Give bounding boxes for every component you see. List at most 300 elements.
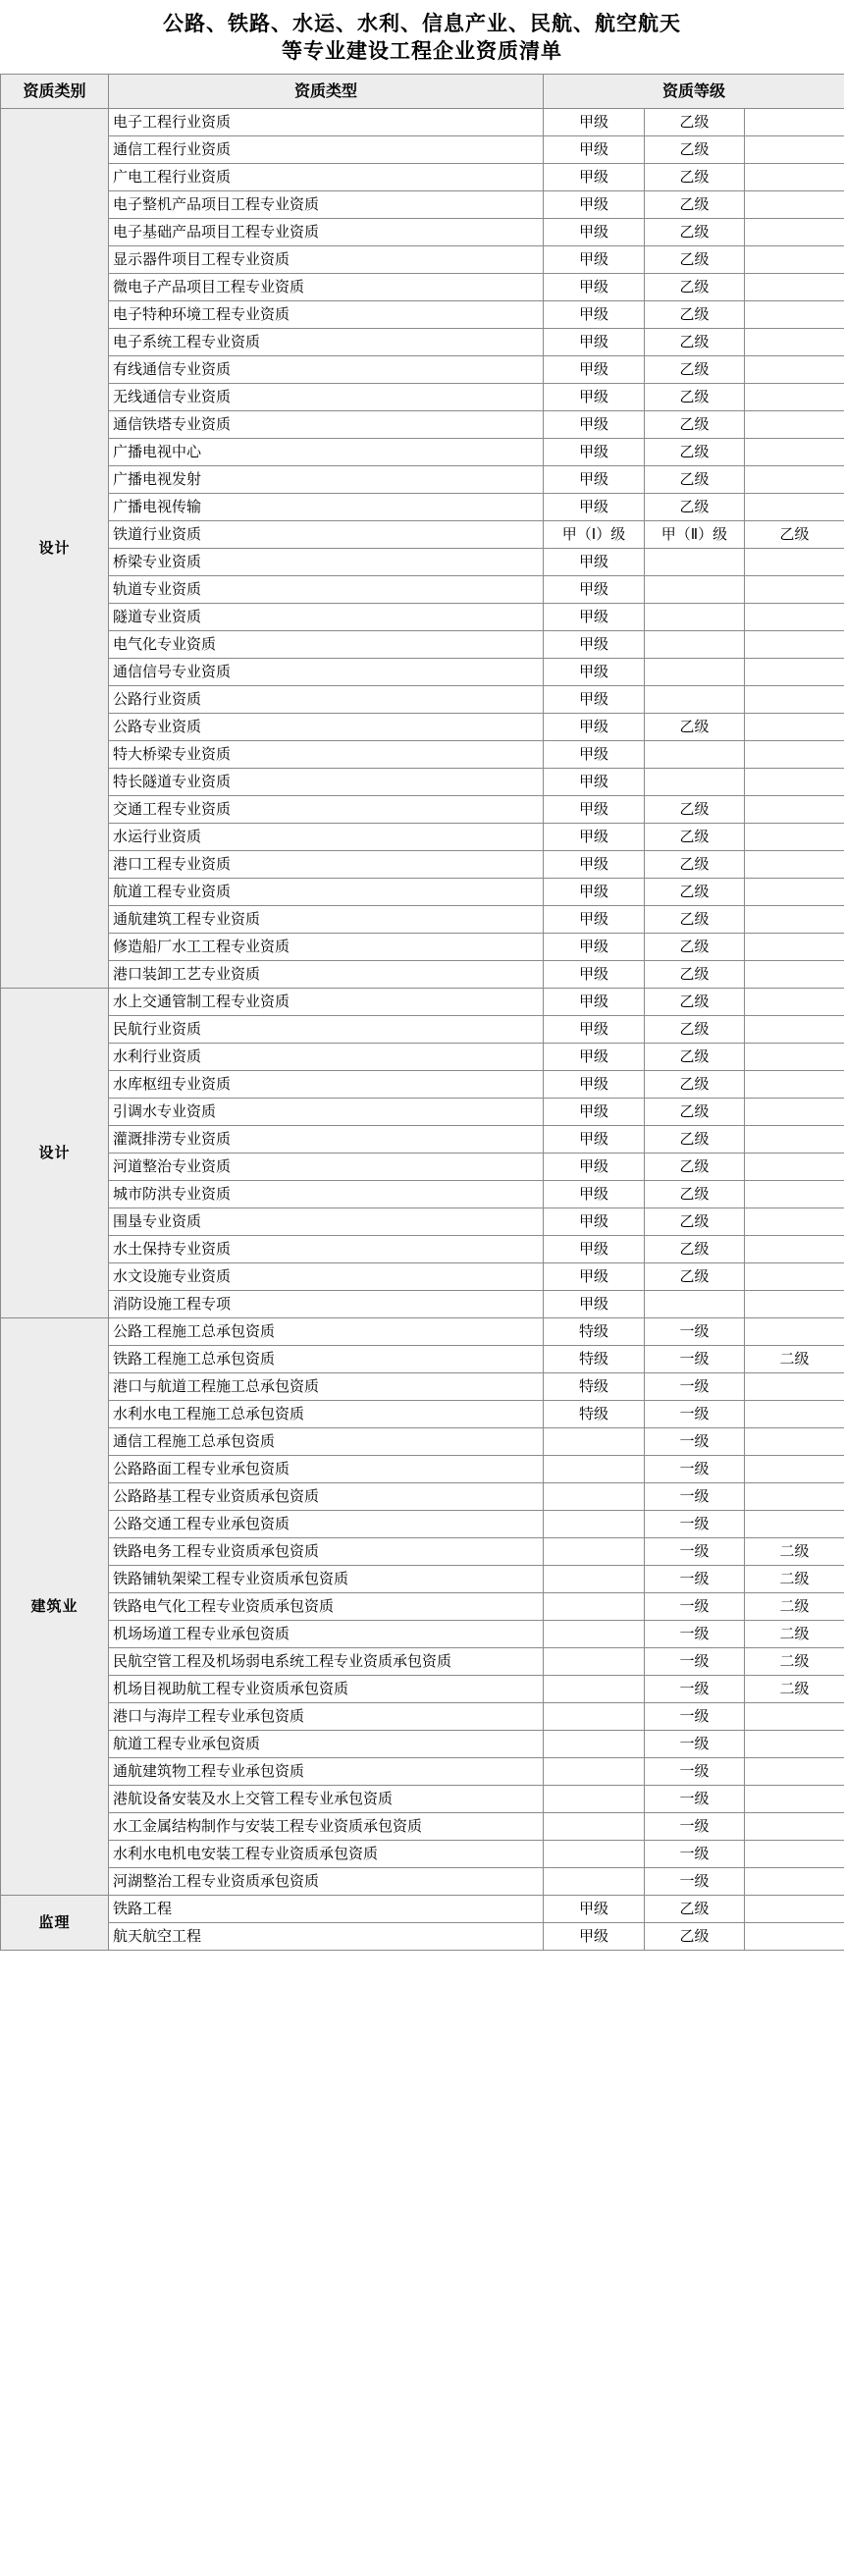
grade-cell: 乙级 [645,164,745,191]
grade-cell: 一级 [645,1676,745,1703]
table-row [1,411,844,439]
grade-cell: 甲级 [544,549,645,576]
grade-cell: 甲级 [544,961,645,989]
table-row [1,1813,844,1841]
grade-cell-empty [745,576,844,604]
qualification-type-cell: 灌溉排涝专业资质 [109,1126,544,1154]
grade-cell-empty [544,1731,645,1758]
category-cell: 建筑业 [1,1318,109,1896]
grade-cell-empty [745,934,844,961]
grade-cell: 一级 [645,1346,745,1373]
grade-cell: 甲级 [544,411,645,439]
grade-cell-empty [745,274,844,301]
grade-cell-empty [745,466,844,494]
qualification-type-cell: 修造船厂水工工程专业资质 [109,934,544,961]
qualification-type-cell: 公路路基工程专业资质承包资质 [109,1483,544,1511]
table-row [1,1676,844,1703]
qualification-type-cell: 交通工程专业资质 [109,796,544,824]
grade-cell-empty [544,1621,645,1648]
grade-cell: 甲级 [544,109,645,136]
grade-cell: 甲级 [544,934,645,961]
table-row [1,741,844,769]
table-row [1,1263,844,1291]
grade-cell-empty [544,1758,645,1786]
grade-cell: 甲级 [544,494,645,521]
qualification-type-cell: 铁路电气化工程专业资质承包资质 [109,1593,544,1621]
grade-cell-empty [745,1456,844,1483]
grade-cell-empty [745,1813,844,1841]
grade-cell-empty [745,1263,844,1291]
qualification-type-cell: 机场场道工程专业承包资质 [109,1621,544,1648]
qualification-type-cell: 铁路铺轨架梁工程专业资质承包资质 [109,1566,544,1593]
grade-cell: 二级 [745,1593,844,1621]
grade-cell: 乙级 [645,934,745,961]
grade-cell: 乙级 [645,1044,745,1071]
grade-cell-empty [544,1868,645,1896]
qualification-type-cell: 微电子产品项目工程专业资质 [109,274,544,301]
table-header [1,74,844,108]
table-row [1,631,844,659]
qualification-type-cell: 电子特种环境工程专业资质 [109,301,544,329]
qualification-type-cell: 通航建筑物工程专业承包资质 [109,1758,544,1786]
column-header-category: 资质类别 [1,74,109,108]
grade-cell: 乙级 [645,1154,745,1181]
table-row [1,1483,844,1511]
grade-cell-empty [745,604,844,631]
grade-cell-empty [745,1126,844,1154]
grade-cell: 乙级 [745,521,844,549]
grade-cell-empty [544,1538,645,1566]
table-row [1,1731,844,1758]
grade-cell: 特级 [544,1401,645,1428]
qualification-type-cell: 通信铁塔专业资质 [109,411,544,439]
grade-cell: 乙级 [645,1923,745,1951]
table-row [1,879,844,906]
grade-cell-empty [645,686,745,714]
grade-cell-empty [745,1373,844,1401]
qualification-type-cell: 电气化专业资质 [109,631,544,659]
grade-cell: 一级 [645,1731,745,1758]
grade-cell: 特级 [544,1373,645,1401]
grade-cell: 甲级 [544,191,645,219]
grade-cell: 甲级 [544,906,645,934]
grade-cell: 乙级 [645,961,745,989]
grade-cell: 甲级 [544,1236,645,1263]
qualification-table [0,74,844,1951]
table-row [1,1621,844,1648]
grade-cell-empty [745,494,844,521]
qualification-type-cell: 特长隧道专业资质 [109,769,544,796]
qualification-type-cell: 水文设施专业资质 [109,1263,544,1291]
grade-cell: 乙级 [645,356,745,384]
table-row [1,301,844,329]
grade-cell: 甲级 [544,879,645,906]
grade-cell-empty [645,659,745,686]
category-cell: 设计 [1,109,109,989]
qualification-type-cell: 广播电视中心 [109,439,544,466]
grade-cell: 甲级 [544,1126,645,1154]
grade-cell: 乙级 [645,246,745,274]
table-row [1,1181,844,1208]
table-row [1,1786,844,1813]
grade-cell: 乙级 [645,796,745,824]
grade-cell-empty [745,439,844,466]
grade-cell-empty [745,1291,844,1318]
table-row [1,466,844,494]
qualification-type-cell: 通航建筑工程专业资质 [109,906,544,934]
qualification-type-cell: 铁路工程施工总承包资质 [109,1346,544,1373]
grade-cell: 甲级 [544,274,645,301]
grade-cell: 甲级 [544,466,645,494]
qualification-type-cell: 机场目视助航工程专业资质承包资质 [109,1676,544,1703]
grade-cell: 甲级 [544,439,645,466]
grade-cell-empty [745,1208,844,1236]
grade-cell-empty [645,769,745,796]
grade-cell: 二级 [745,1566,844,1593]
grade-cell-empty [745,356,844,384]
grade-cell: 乙级 [645,136,745,164]
qualification-type-cell: 航天航空工程 [109,1923,544,1951]
grade-cell: 乙级 [645,1071,745,1099]
grade-cell: 乙级 [645,219,745,246]
grade-cell: 二级 [745,1538,844,1566]
qualification-type-cell: 电子系统工程专业资质 [109,329,544,356]
grade-cell: 一级 [645,1483,745,1511]
qualification-type-cell: 电子整机产品项目工程专业资质 [109,191,544,219]
qualification-type-cell: 电子基础产品项目工程专业资质 [109,219,544,246]
grade-cell-empty [544,1593,645,1621]
grade-cell: 乙级 [645,329,745,356]
table-row [1,1538,844,1566]
qualification-type-cell: 水工金属结构制作与安装工程专业资质承包资质 [109,1813,544,1841]
qualification-type-cell: 航道工程专业承包资质 [109,1731,544,1758]
qualification-type-cell: 广播电视传输 [109,494,544,521]
table-row [1,246,844,274]
qualification-type-cell: 水利水电工程施工总承包资质 [109,1401,544,1428]
table-row [1,604,844,631]
grade-cell-empty [745,989,844,1016]
category-cell: 设计 [1,989,109,1318]
grade-cell-empty [645,549,745,576]
grade-cell: 甲级 [544,796,645,824]
grade-cell-empty [544,1648,645,1676]
table-row [1,329,844,356]
qualification-type-cell: 港口与航道工程施工总承包资质 [109,1373,544,1401]
table-row [1,1593,844,1621]
grade-cell: 甲级 [544,824,645,851]
table-row [1,1868,844,1896]
qualification-type-cell: 港口装卸工艺专业资质 [109,961,544,989]
grade-cell: 甲（Ⅱ）级 [645,521,745,549]
grade-cell: 乙级 [645,824,745,851]
grade-cell: 乙级 [645,1263,745,1291]
grade-cell: 一级 [645,1373,745,1401]
grade-cell-empty [745,1483,844,1511]
grade-cell-empty [745,1758,844,1786]
grade-cell: 乙级 [645,851,745,879]
qualification-type-cell: 城市防洪专业资质 [109,1181,544,1208]
qualification-type-cell: 有线通信专业资质 [109,356,544,384]
grade-cell-empty [745,1401,844,1428]
table-row [1,659,844,686]
table-row [1,494,844,521]
grade-cell-empty [745,1318,844,1346]
table-row [1,274,844,301]
qualification-type-cell: 显示器件项目工程专业资质 [109,246,544,274]
table-row [1,769,844,796]
grade-cell-empty [745,191,844,219]
qualification-type-cell: 消防设施工程专项 [109,1291,544,1318]
grade-cell-empty [745,246,844,274]
table-row [1,439,844,466]
grade-cell-empty [544,1428,645,1456]
grade-cell: 甲级 [544,1923,645,1951]
grade-cell: 甲级 [544,219,645,246]
grade-cell: 乙级 [645,494,745,521]
grade-cell: 乙级 [645,411,745,439]
table-header-row [1,74,844,108]
grade-cell: 二级 [745,1621,844,1648]
table-row [1,1126,844,1154]
grade-cell: 甲级 [544,1071,645,1099]
page-title-line-2: 等专业建设工程企业资质清单 [282,39,562,64]
grade-cell-empty [544,1703,645,1731]
grade-cell-empty [745,906,844,934]
grade-cell: 乙级 [645,906,745,934]
grade-cell-empty [544,1813,645,1841]
grade-cell-empty [745,301,844,329]
grade-cell: 甲级 [544,686,645,714]
qualification-type-cell: 特大桥梁专业资质 [109,741,544,769]
qualification-type-cell: 港航设备安装及水上交管工程专业承包资质 [109,1786,544,1813]
grade-cell: 乙级 [645,1099,745,1126]
grade-cell-empty [745,1016,844,1044]
grade-cell-empty [745,1703,844,1731]
grade-cell-empty [645,1291,745,1318]
grade-cell-empty [745,1923,844,1951]
table-body [1,109,844,1951]
qualification-type-cell: 隧道专业资质 [109,604,544,631]
table-row [1,1208,844,1236]
table-row [1,1896,844,1923]
grade-cell-empty [544,1676,645,1703]
grade-cell: 一级 [645,1703,745,1731]
grade-cell-empty [745,741,844,769]
grade-cell: 乙级 [645,879,745,906]
grade-cell: 甲级 [544,1291,645,1318]
table-row [1,521,844,549]
qualification-type-cell: 无线通信专业资质 [109,384,544,411]
grade-cell: 甲级 [544,1263,645,1291]
grade-cell: 一级 [645,1813,745,1841]
table-row [1,989,844,1016]
qualification-type-cell: 通信工程行业资质 [109,136,544,164]
grade-cell: 二级 [745,1648,844,1676]
table-row [1,1648,844,1676]
grade-cell-empty [645,741,745,769]
grade-cell: 甲级 [544,164,645,191]
qualification-type-cell: 水利水电机电安装工程专业资质承包资质 [109,1841,544,1868]
qualification-type-cell: 水利行业资质 [109,1044,544,1071]
grade-cell: 甲级 [544,1181,645,1208]
grade-cell-empty [745,1841,844,1868]
table-row [1,576,844,604]
table-row [1,1841,844,1868]
grade-cell-empty [745,1428,844,1456]
qualification-type-cell: 通信工程施工总承包资质 [109,1428,544,1456]
grade-cell-empty [745,411,844,439]
qualification-type-cell: 水土保持专业资质 [109,1236,544,1263]
table-row [1,136,844,164]
grade-cell-empty [745,1154,844,1181]
grade-cell: 乙级 [645,714,745,741]
grade-cell: 一级 [645,1841,745,1868]
table-row [1,686,844,714]
grade-cell: 乙级 [645,274,745,301]
table-row [1,714,844,741]
qualification-type-cell: 铁路电务工程专业资质承包资质 [109,1538,544,1566]
grade-cell-empty [745,659,844,686]
grade-cell-empty [745,1181,844,1208]
grade-cell-empty [544,1566,645,1593]
qualification-type-cell: 水库枢纽专业资质 [109,1071,544,1099]
grade-cell: 一级 [645,1401,745,1428]
table-row [1,1456,844,1483]
qualification-type-cell: 民航空管工程及机场弱电系统工程专业资质承包资质 [109,1648,544,1676]
grade-cell-empty [544,1456,645,1483]
grade-cell: 甲级 [544,1016,645,1044]
grade-cell: 一级 [645,1456,745,1483]
grade-cell-empty [645,631,745,659]
grade-cell: 甲级 [544,659,645,686]
grade-cell: 乙级 [645,384,745,411]
table-row [1,961,844,989]
grade-cell-empty [745,961,844,989]
grade-cell-empty [745,1786,844,1813]
grade-cell-empty [745,769,844,796]
qualification-type-cell: 公路专业资质 [109,714,544,741]
grade-cell-empty [544,1511,645,1538]
table-row [1,1758,844,1786]
grade-cell: 乙级 [645,1208,745,1236]
table-row [1,164,844,191]
grade-cell-empty [745,851,844,879]
grade-cell: 乙级 [645,191,745,219]
qualification-type-cell: 港口工程专业资质 [109,851,544,879]
grade-cell: 特级 [544,1346,645,1373]
grade-cell: 一级 [645,1621,745,1648]
grade-cell-empty [645,604,745,631]
table-row [1,1236,844,1263]
grade-cell-empty [745,714,844,741]
table-row [1,1923,844,1951]
grade-cell: 特级 [544,1318,645,1346]
grade-cell: 甲级 [544,246,645,274]
grade-cell: 甲级 [544,1154,645,1181]
grade-cell-empty [544,1841,645,1868]
grade-cell-empty [745,1099,844,1126]
qualification-type-cell: 公路路面工程专业承包资质 [109,1456,544,1483]
table-row [1,1346,844,1373]
table-row [1,1318,844,1346]
grade-cell: 甲级 [544,1044,645,1071]
grade-cell-empty [745,109,844,136]
grade-cell: 一级 [645,1428,745,1456]
qualification-type-cell: 水运行业资质 [109,824,544,851]
qualification-type-cell: 通信信号专业资质 [109,659,544,686]
grade-cell-empty [745,796,844,824]
grade-cell-empty [745,136,844,164]
grade-cell: 甲级 [544,714,645,741]
grade-cell: 甲级 [544,631,645,659]
grade-cell-empty [745,631,844,659]
grade-cell-empty [745,824,844,851]
column-header-type: 资质类型 [109,74,544,108]
grade-cell: 乙级 [645,1896,745,1923]
table-row [1,109,844,136]
table-row [1,906,844,934]
table-row [1,191,844,219]
grade-cell: 乙级 [645,1126,745,1154]
qualification-type-cell: 广电工程行业资质 [109,164,544,191]
grade-cell: 一级 [645,1593,745,1621]
qualification-type-cell: 围垦专业资质 [109,1208,544,1236]
grade-cell: 乙级 [645,439,745,466]
qualification-type-cell: 铁路工程 [109,1896,544,1923]
grade-cell: 一级 [645,1648,745,1676]
grade-cell: 乙级 [645,989,745,1016]
table-row [1,851,844,879]
qualification-type-cell: 河道整治专业资质 [109,1154,544,1181]
grade-cell: 二级 [745,1676,844,1703]
table-row [1,1044,844,1071]
table-row [1,384,844,411]
grade-cell-empty [745,1731,844,1758]
grade-cell-empty [745,879,844,906]
grade-cell: 乙级 [645,109,745,136]
table-row [1,796,844,824]
grade-cell: 甲级 [544,384,645,411]
grade-cell-empty [745,686,844,714]
grade-cell: 甲级 [544,989,645,1016]
grade-cell-empty [645,576,745,604]
grade-cell-empty [745,1511,844,1538]
grade-cell-empty [745,164,844,191]
table-row [1,1016,844,1044]
qualification-type-cell: 公路行业资质 [109,686,544,714]
qualification-type-cell: 水上交通管制工程专业资质 [109,989,544,1016]
grade-cell: 甲级 [544,356,645,384]
table-row [1,1154,844,1181]
table-row [1,356,844,384]
qualification-type-cell: 电子工程行业资质 [109,109,544,136]
qualification-type-cell: 民航行业资质 [109,1016,544,1044]
table-row [1,219,844,246]
table-row [1,1703,844,1731]
grade-cell: 乙级 [645,1016,745,1044]
grade-cell: 一级 [645,1538,745,1566]
grade-cell: 一级 [645,1786,745,1813]
grade-cell: 乙级 [645,1236,745,1263]
table-row [1,1511,844,1538]
grade-cell: 一级 [645,1511,745,1538]
grade-cell-empty [745,329,844,356]
table-row [1,1071,844,1099]
qualification-type-cell: 港口与海岸工程专业承包资质 [109,1703,544,1731]
table-row [1,934,844,961]
table-row [1,1291,844,1318]
grade-cell: 甲级 [544,604,645,631]
